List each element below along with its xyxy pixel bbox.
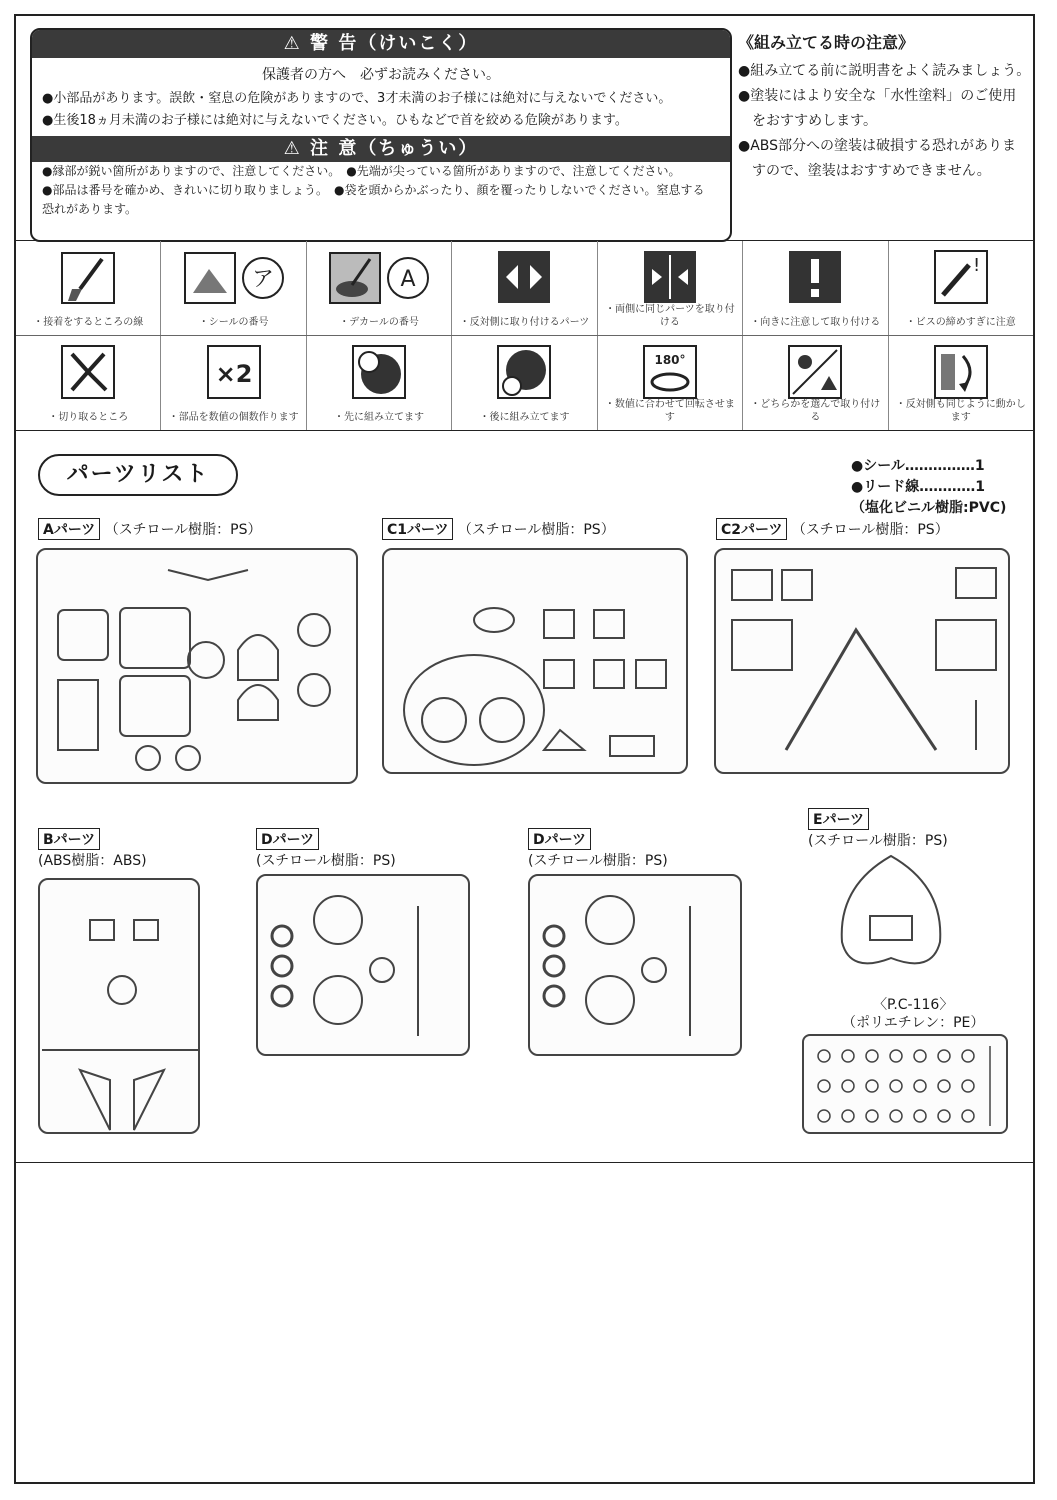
warning-box <box>30 28 732 242</box>
both-sides-icon <box>642 249 698 305</box>
runner-tag: Bパーツ <box>38 828 100 850</box>
legend-cell <box>889 336 1033 430</box>
caution-line: 恐れがあります。 <box>42 202 138 216</box>
legend-label: ・向きに注意して取り付ける <box>750 317 881 328</box>
runner-tag: Eパーツ <box>808 808 869 830</box>
runner-d1-label <box>256 828 396 870</box>
runner-d2 <box>528 874 742 1056</box>
runner-b-label <box>38 828 147 870</box>
glue-brush-icon <box>58 249 118 307</box>
empty-area <box>16 1162 1033 1163</box>
svg-text:!: ! <box>972 255 980 276</box>
choose-one-icon <box>787 344 843 400</box>
runner-material: (スチロール樹脂：PS) <box>256 853 396 869</box>
legend-cell <box>743 241 888 335</box>
caution-line: ●縁部が鋭い箇所がありますので、注意してください。 ●先端が尖っている箇所がありますので、注意してください。 <box>42 164 681 178</box>
legend-cell <box>743 336 888 430</box>
runner-c1-label <box>382 518 615 540</box>
notes-line: をおすすめします。 <box>738 113 878 129</box>
parts-list-title: パーツリスト <box>38 454 238 496</box>
svg-text:ア: ア <box>251 267 274 292</box>
legend-cell <box>598 336 743 430</box>
nippers-icon <box>60 344 116 400</box>
notes-line: ●組み立てる前に説明書をよく読みましょう。 <box>738 63 1031 79</box>
pc-runner <box>802 1034 1008 1134</box>
runner-material: （スチロール樹脂：PS） <box>457 522 615 538</box>
pc-name: 〈P.C-116〉 <box>873 997 954 1013</box>
runner-a-label <box>38 518 262 540</box>
opposite-side-icon <box>496 249 552 305</box>
legend-label: ・切り取るところ <box>48 412 129 423</box>
warning-line: ●小部品があります。誤飲・窒息の危険がありますので、3才未満のお子様には絶対に与えないでください。 <box>42 91 672 106</box>
legend-item: ●リード線…………1 <box>851 479 985 495</box>
runner-c1 <box>382 548 688 774</box>
notes-line: ●ABS部分への塗装は破損する恐れがありま <box>738 138 1017 154</box>
rotate-180-icon <box>642 344 698 400</box>
legend-label: ・両側に同じパーツを取り付ける <box>605 304 735 328</box>
runner-tag: Dパーツ <box>528 828 591 850</box>
legend-label: ・数値に合わせて回転させます <box>604 399 735 423</box>
runner-c2-label <box>716 518 949 540</box>
sticker-icon <box>179 249 289 307</box>
legend-label: ・デカールの番号 <box>339 317 419 328</box>
legend-cell <box>452 336 597 430</box>
runner-b <box>38 878 200 1134</box>
legend-cell <box>452 241 597 335</box>
runner-material: (スチロール樹脂：PS) <box>808 833 948 849</box>
times-two-icon <box>206 344 262 400</box>
assemble-first-icon <box>351 344 407 400</box>
svg-text:A: A <box>400 267 416 292</box>
runner-c2 <box>714 548 1010 774</box>
legend-cell <box>307 336 452 430</box>
runner-e-label <box>808 808 948 850</box>
move-same-icon <box>933 344 989 400</box>
runner-tag: C2パーツ <box>716 518 787 540</box>
warning-subtitle: 保護者の方へ 必ずお読みください。 <box>262 67 500 83</box>
runner-tag: Dパーツ <box>256 828 319 850</box>
runner-d2-label <box>528 828 668 870</box>
runner-material: （スチロール樹脂：PS） <box>791 522 949 538</box>
pc-material: （ポリエチレン：PE） <box>842 1015 985 1031</box>
legend-label: ・後に組み立てます <box>479 412 570 423</box>
assembly-notes <box>738 30 1038 184</box>
caution-title: ⚠ 注 意（ちゅうい） <box>32 136 730 162</box>
legend-cell <box>16 241 161 335</box>
runner-d1 <box>256 874 470 1056</box>
legend-label: ・部品を数値の個数作ります <box>168 412 299 423</box>
symbol-legend <box>16 240 1033 431</box>
legend-label: ・接着をするところの線 <box>33 317 144 328</box>
legend-label: ・反対側に取り付けるパーツ <box>459 317 590 328</box>
legend-label: ・シールの番号 <box>198 317 269 328</box>
legend-cell <box>598 241 743 335</box>
legend-item: ●シール……………1 <box>851 458 985 474</box>
instruction-page <box>14 14 1035 1484</box>
pc-label <box>842 996 984 1032</box>
legend-label: ・先に組み立てます <box>334 412 425 423</box>
notes-line: すので、塗装はおすすめできません。 <box>738 163 991 179</box>
legend-item: （塩化ビニル樹脂:PVC) <box>851 500 1007 516</box>
notes-title: 《組み立てる時の注意》 <box>738 33 915 52</box>
runner-a <box>36 548 358 784</box>
legend-cell <box>161 336 306 430</box>
decal-icon <box>324 249 434 307</box>
runner-tag: Aパーツ <box>38 518 100 540</box>
legend-cell <box>889 241 1033 335</box>
warning-title: ⚠ 警 告（けいこく） <box>32 30 730 58</box>
legend-label: ・ビスの締めすぎに注意 <box>905 317 1016 328</box>
runner-material: (スチロール樹脂：PS) <box>528 853 668 869</box>
svg-text:×2: ×2 <box>215 360 253 388</box>
caution-line: ●部品は番号を確かめ、きれいに切り取りましょう。 ●袋を頭からかぶったり、顔を覆ったりしないでください。窒息する <box>42 183 705 197</box>
svg-text:180°: 180° <box>654 353 686 367</box>
parts-legend <box>851 456 1006 519</box>
exclamation-icon <box>787 249 843 305</box>
runner-tag: C1パーツ <box>382 518 453 540</box>
runner-e-part <box>836 852 946 982</box>
runner-material: (ABS樹脂：ABS) <box>38 853 147 869</box>
warning-line: ●生後18ヵ月未満のお子様には絶対に与えないでください。ひもなどで首を絞める危険があります。 <box>42 113 628 128</box>
runner-material: （スチロール樹脂：PS） <box>104 522 262 538</box>
legend-cell <box>161 241 306 335</box>
notes-line: ●塗装にはより安全な「水性塗料」のご使用 <box>738 88 1017 104</box>
assemble-later-icon <box>496 344 552 400</box>
legend-label: ・反対側も同じように動かします <box>895 399 1026 423</box>
legend-cell <box>16 336 161 430</box>
screwdriver-icon <box>933 249 989 305</box>
legend-label: ・どちらかを選んで取り付ける <box>750 399 881 423</box>
legend-cell <box>307 241 452 335</box>
